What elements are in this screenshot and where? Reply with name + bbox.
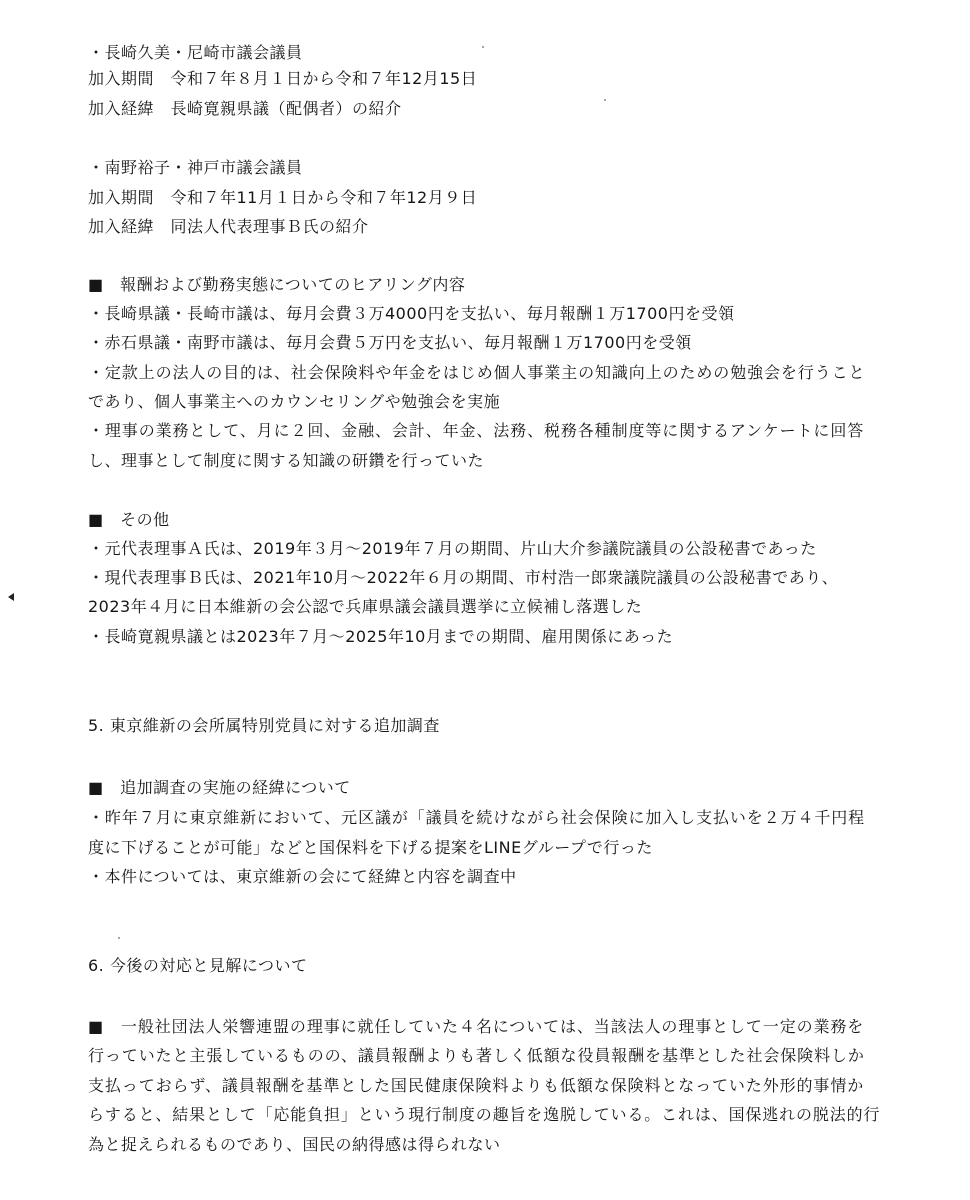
hearing-item-continued: し、理事として制度に関する知識の研鑽を行っていた: [88, 451, 485, 470]
section-5-title: 5. 東京維新の会所属特別党員に対する追加調査: [88, 716, 440, 735]
hearing-item: ・定款上の法人の目的は、社会保険料や年金をはじめ個人事業主の知識向上のための勉強会を行うこと: [88, 363, 866, 382]
other-item-continued: 2023年４月に日本維新の会公認で兵庫県議会議員選挙に立候補し落選した: [88, 597, 643, 616]
member-name-line: ・長崎久美・尼崎市議会議員: [88, 43, 303, 62]
section-6-title: 6. 今後の対応と見解について: [88, 956, 308, 975]
member-name-line: ・南野裕子・神戸市議会議員: [88, 158, 303, 177]
section-5-item: ・昨年７月に東京維新において、元区議が「議員を続けながら社会保険に加入し支払いを２万４千円程: [88, 808, 866, 827]
other-item: ・元代表理事Ａ氏は、2019年３月～2019年７月の期間、片山大介参議院議員の公設秘書であった: [88, 539, 817, 558]
section-5-item: ・本件については、東京維新の会にて経緯と内容を調査中: [88, 867, 517, 886]
hearing-item-continued: であり、個人事業主へのカウンセリングや勉強会を実施: [88, 392, 501, 411]
hearing-item: ・理事の業務として、月に２回、金融、会計、年金、法務、税務各種制度等に関するアンケートに回答: [88, 421, 865, 440]
scan-speck: [604, 99, 606, 101]
member-period-line: 加入期間 令和７年11月１日から令和７年12月９日: [88, 188, 478, 207]
section-6-paragraph-line: 支払っておらず、議員報酬を基準とした国民健康保険料よりも低額な保険料となっていた外形的事情か: [88, 1076, 865, 1095]
other-item: ・現代表理事Ｂ氏は、2021年10月～2022年６月の期間、市村浩一郎衆議院議員の公設秘書であり、: [88, 568, 839, 587]
section-5-item-continued: 度に下げることが可能」などと国保料を下げる提案をLINEグループで行った: [88, 838, 653, 857]
hearing-heading: ■ 報酬および勤務実態についてのヒアリング内容: [88, 275, 466, 294]
other-heading: ■ その他: [88, 510, 170, 529]
section-6-paragraph-line: 為と捉えられるものであり、国民の納得感は得られない: [88, 1135, 501, 1154]
member-period-line: 加入期間 令和７年８月１日から令和７年12月15日: [88, 69, 478, 88]
member-route-line: 加入経緯 同法人代表理事Ｂ氏の紹介: [88, 217, 369, 236]
margin-arrow-icon: [8, 593, 14, 601]
section-6-paragraph-line: らすると、結果として「応能負担」という現行制度の趣旨を逸脱している。これは、国保逃れの脱法的行: [88, 1105, 881, 1124]
other-item: ・長崎寛親県議とは2023年７月～2025年10月までの期間、雇用関係にあった: [88, 627, 674, 646]
section-6-paragraph-line: 行っていたと主張しているものの、議員報酬よりも著しく低額な役員報酬を基準とした社会保険料しか: [88, 1046, 865, 1065]
member-route-line: 加入経緯 長崎寛親県議（配偶者）の紹介: [88, 99, 402, 118]
scan-speck: [118, 937, 120, 939]
section-6-paragraph-line: ■ 一般社団法人栄響連盟の理事に就任していた４名については、当該法人の理事として一定の業務を: [88, 1017, 865, 1036]
scan-speck: [482, 46, 484, 48]
hearing-item: ・長崎県議・長崎市議は、毎月会費３万4000円を支払い、毎月報酬１万1700円を受領: [88, 304, 735, 323]
section-5-heading: ■ 追加調査の実施の経緯について: [88, 778, 351, 797]
hearing-item: ・赤石県議・南野市議は、毎月会費５万円を支払い、毎月報酬１万1700円を受領: [88, 333, 692, 352]
